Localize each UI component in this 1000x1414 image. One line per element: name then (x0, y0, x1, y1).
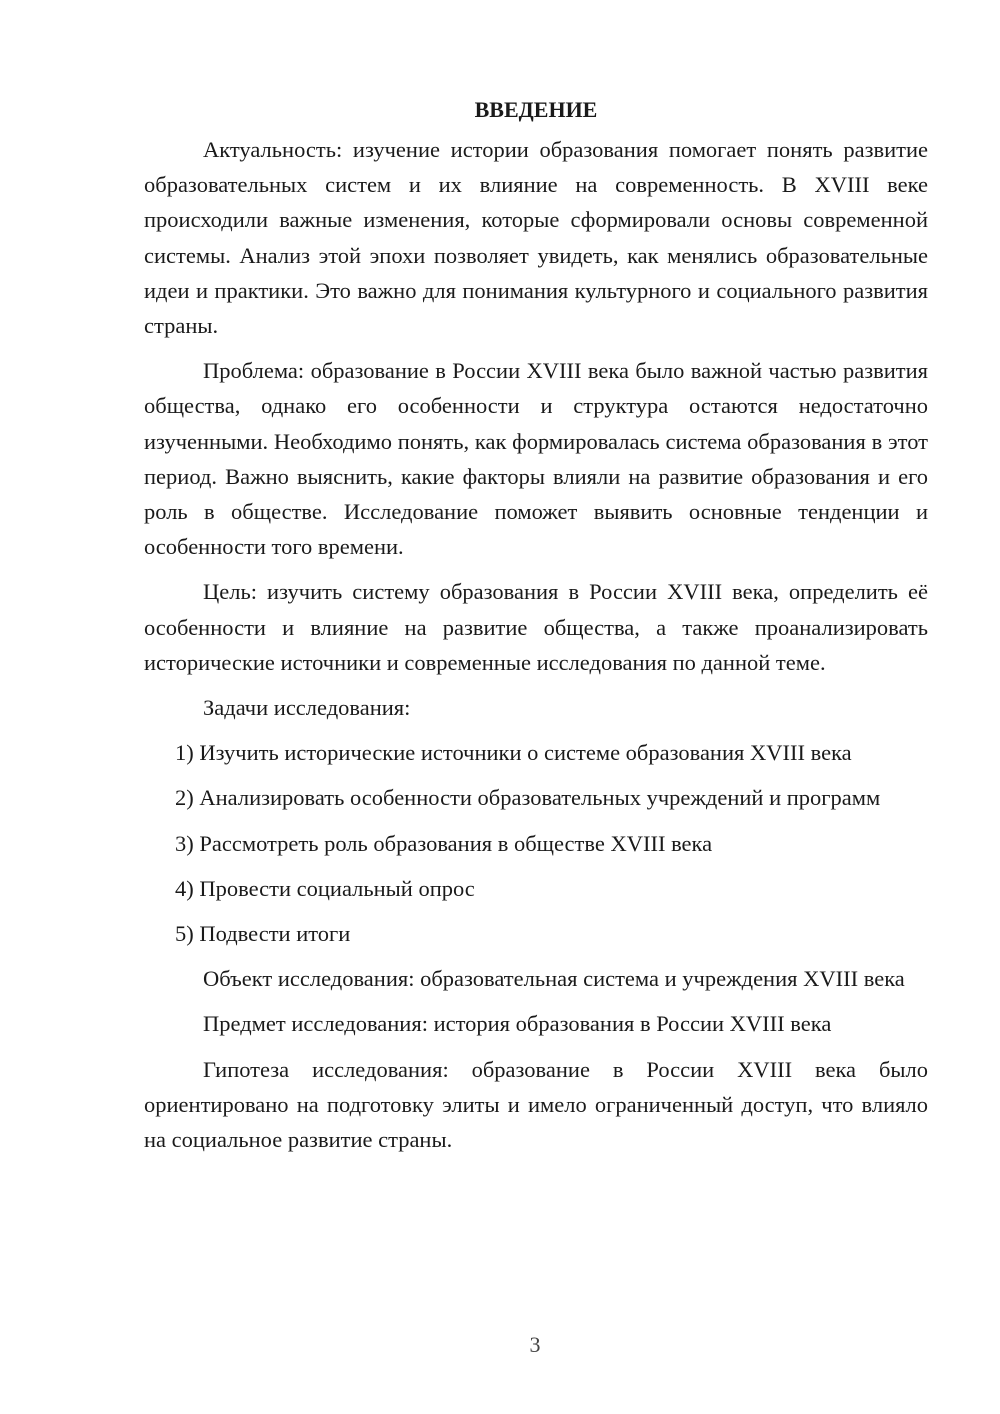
paragraph-relevance: Актуальность: изучение истории образования помогает понять развитие образовательных систем и их влияние на современность. В XVIII веке происходили важные изменения, которые сформировали основы современной системы. Анализ этой эпохи позволяет увидеть, как менялись образовательные идеи и практики. Это важно для понимания культурного и социального развития страны. (144, 137, 928, 339)
paragraph-goal: Цель: изучить систему образования в России XVIII века, определить её особенности и влияние на развитие общества, а также проанализировать исторические источники и современные исследования по данной теме. (144, 579, 928, 675)
task-item: 5) Подвести итоги (175, 921, 351, 947)
task-item: 1) Изучить исторические источники о системе образования XVIII века (175, 740, 852, 766)
paragraph-object: Объект исследования: образовательная система и учреждения XVIII века (203, 966, 905, 992)
document-page (144, 92, 928, 1167)
tasks-heading: Задачи исследования: (203, 695, 411, 721)
page-number: 3 (529, 1332, 541, 1357)
task-item: 2) Анализировать особенности образовательных учреждений и программ (175, 785, 881, 811)
paragraph-problem: Проблема: образование в России XVIII века было важной частью развития общества, однако его особенности и структура остаются недостаточно изученными. Необходимо понять, как формировалась система образования в этот период. Важно выяснить, какие факторы влияли на развитие образования и его роль в обществе. Исследование поможет выявить основные тенденции и особенности того времени. (144, 358, 928, 560)
task-item: 3) Рассмотреть роль образования в обществе XVIII века (175, 830, 713, 856)
paragraph-hypothesis: Гипотеза исследования: образование в России XVIII века было ориентировано на подготовку элиты и имело ограниченный доступ, что влияло на социальное развитие страны. (144, 1056, 928, 1153)
task-item: 4) Провести социальный опрос (175, 875, 475, 901)
document-title: ВВЕДЕНИЕ (474, 97, 598, 122)
paragraph-subject: Предмет исследования: история образования в России XVIII века (203, 1011, 832, 1037)
